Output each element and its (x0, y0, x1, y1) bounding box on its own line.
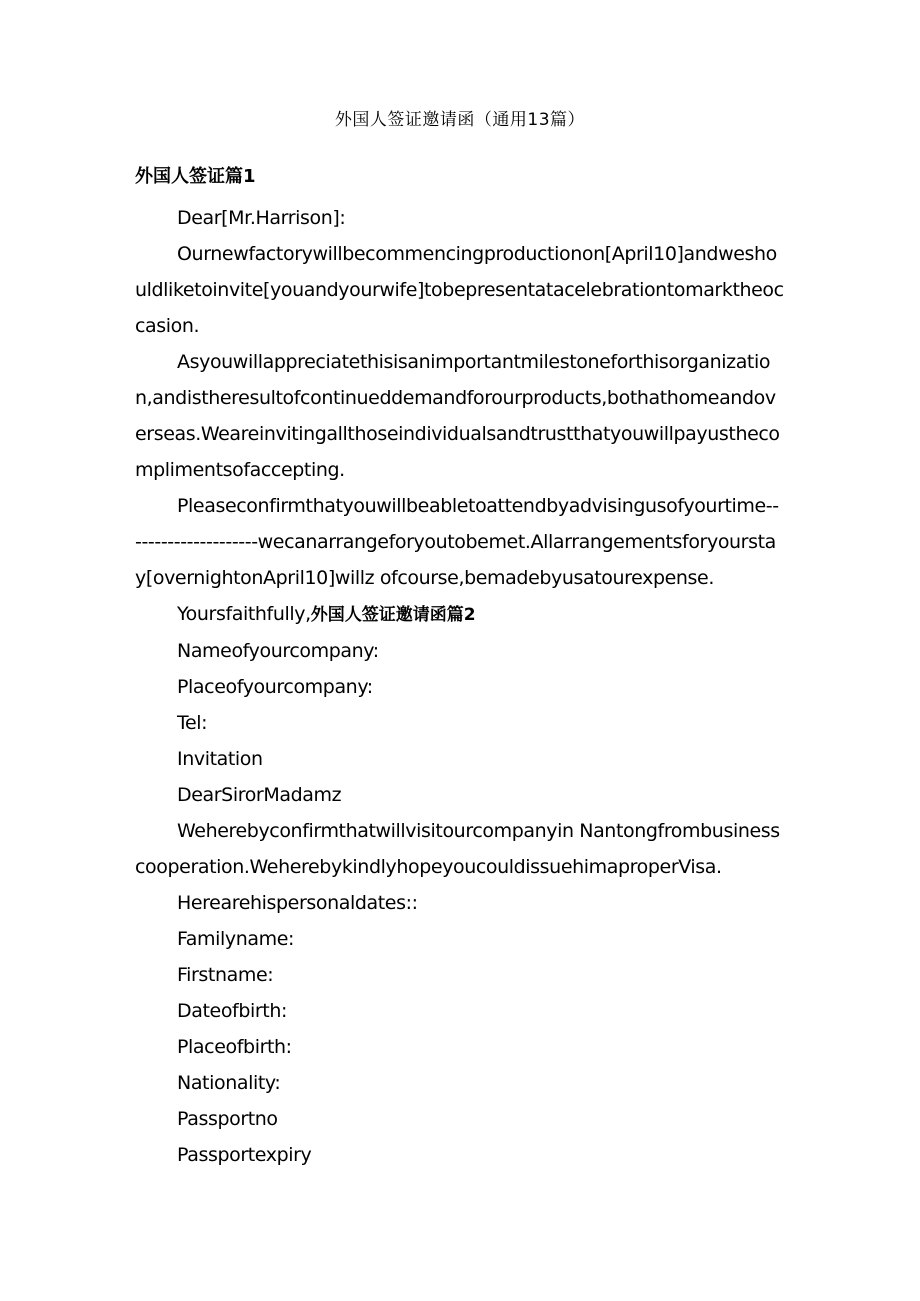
document-body (135, 200, 785, 1173)
invitation-line: Invitation (177, 748, 263, 770)
paragraph-1: Ournewfactorywillbecommencingproductionon[April10]andweshouldliketoinvite[youandyourwife]tobepresentatacelebrationtomarktheoccasion. (135, 243, 784, 337)
paragraph-3: Pleaseconfirmthatyouwillbeabletoattendbyadvisingusofyourtime---------------------wecanarrangeforyoutobemet.Allarrangementsforyourstay[overnightonApril10]willz ofcourse,bemadebyusatourexpense. (135, 495, 779, 589)
closing-line (135, 596, 785, 633)
salutation: Dear[Mr.Harrison]: (177, 207, 346, 229)
date-of-birth-line: Dateofbirth: (177, 1000, 287, 1022)
tel-line: Tel: (177, 712, 208, 734)
passport-no-line: Passportno (177, 1108, 278, 1130)
paragraph-2: Asyouwillappreciatethisisanimportantmilestoneforthisorganization,andistheresultofcontinueddemandforourproducts,bothathomeandoverseas.Weareinvitingallthoseindividualsandtrustthatyouwillpayusthecomplimentsofaccepting. (135, 351, 780, 481)
confirm-paragraph: Weherebyconfirmthatwillvisitourcompanyin Nantongfrombusinesscooperation.WeherebykindlyhopeyoucouldissuehimaproperVisa. (135, 820, 780, 878)
personal-dates-line: Herearehispersonaldates:: (177, 892, 418, 914)
section-2-heading: 外国人签证邀请函篇2 (310, 605, 476, 625)
document-title: 外国人签证邀请函（通用13篇） (334, 110, 586, 130)
section-1-heading: 外国人签证篇1 (135, 166, 256, 187)
company-place-line: Placeofyourcompany: (177, 676, 373, 698)
nationality-line: Nationality: (177, 1072, 281, 1094)
place-of-birth-line: Placeofbirth: (177, 1036, 292, 1058)
dear-line: DearSirorMadamz (177, 784, 342, 806)
passport-expiry-line: Passportexpiry (177, 1144, 312, 1166)
family-name-line: Familyname: (177, 928, 295, 950)
closing: Yoursfaithfully, (177, 603, 311, 625)
first-name-line: Firstname: (177, 964, 274, 986)
company-name-line: Nameofyourcompany: (177, 640, 379, 662)
